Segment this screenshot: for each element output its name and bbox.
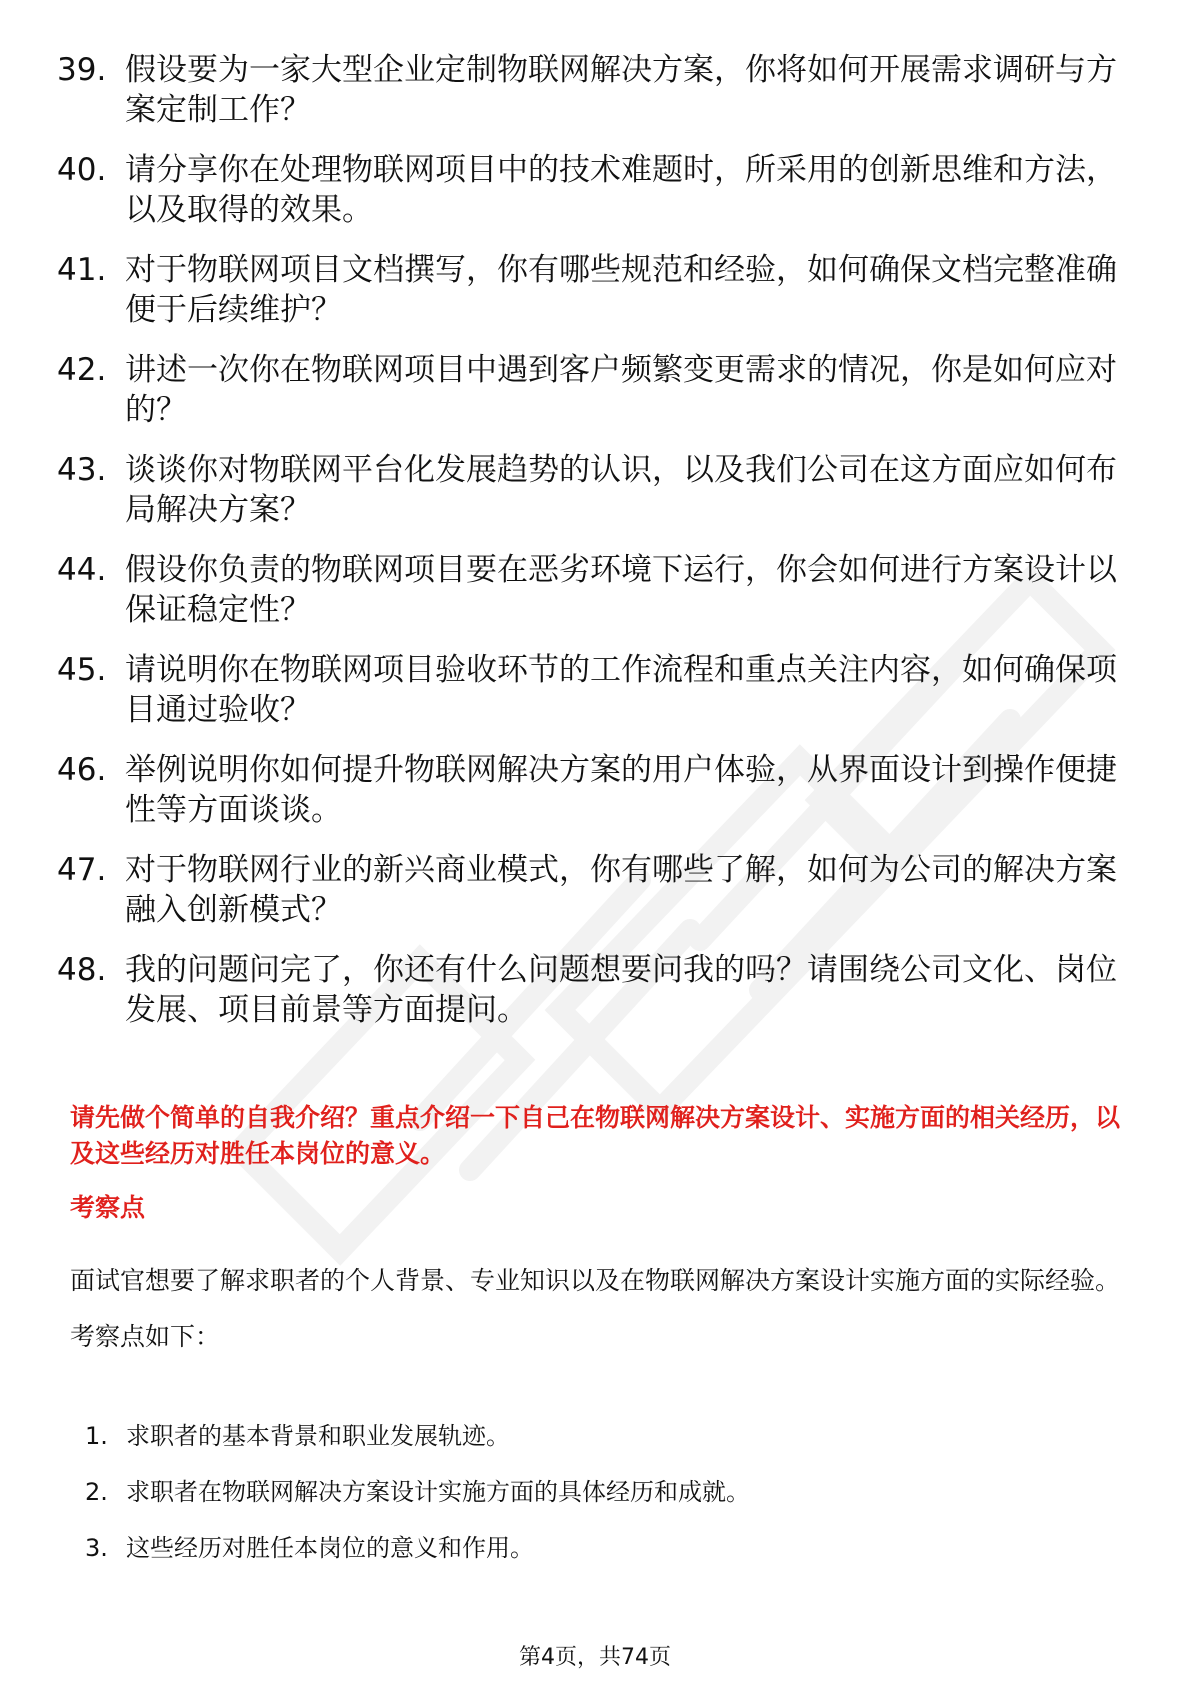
question-item	[57, 850, 1117, 930]
point-text: 这些经历对胜任本岗位的意义和作用。	[126, 1534, 534, 1562]
point-item	[85, 1532, 750, 1564]
question-text: 举例说明你如何提升物联网解决方案的用户体验，从界面设计到操作便捷性等方面谈谈。	[125, 752, 1117, 828]
question-text: 请分享你在处理物联网项目中的技术难题时，所采用的创新思维和方法，以及取得的效果。	[125, 152, 1117, 228]
question-number: 44.	[57, 552, 107, 588]
page-footer: 第4页，共74页	[519, 1645, 671, 1670]
question-number: 40.	[57, 152, 107, 188]
points-list	[85, 1420, 750, 1588]
question-number: 45.	[57, 652, 107, 688]
question-item	[57, 450, 1117, 530]
question-item	[57, 650, 1117, 730]
question-text: 对于物联网项目文档撰写，你有哪些规范和经验，如何确保文档完整准确便于后续维护？	[125, 252, 1117, 328]
question-text: 假设要为一家大型企业定制物联网解决方案，你将如何开展需求调研与方案定制工作？	[125, 52, 1117, 128]
point-number: 3.	[85, 1534, 108, 1562]
question-number: 48.	[57, 952, 107, 988]
question-text: 我的问题问完了，你还有什么问题想要问我的吗？请围绕公司文化、岗位发展、项目前景等方面提问。	[125, 952, 1117, 1028]
point-item	[85, 1476, 750, 1508]
question-item	[57, 150, 1117, 230]
point-item	[85, 1420, 750, 1452]
question-item	[57, 950, 1117, 1030]
question-number: 42.	[57, 352, 107, 388]
point-number: 1.	[85, 1422, 108, 1450]
question-number: 39.	[57, 52, 107, 88]
question-text: 请说明你在物联网项目验收环节的工作流程和重点关注内容，如何确保项目通过验收？	[125, 652, 1117, 728]
question-item	[57, 350, 1117, 430]
question-text: 谈谈你对物联网平台化发展趋势的认识，以及我们公司在这方面应如何布局解决方案？	[125, 452, 1117, 528]
question-text: 假设你负责的物联网项目要在恶劣环境下运行，你会如何进行方案设计以保证稳定性？	[125, 552, 1117, 628]
section-title: 考察点	[70, 1193, 146, 1222]
question-item	[57, 550, 1117, 630]
description-paragraph: 面试官想要了解求职者的个人背景、专业知识以及在物联网解决方案设计实施方面的实际经验。考察点如下：	[70, 1266, 1121, 1351]
highlighted-question: 请先做个简单的自我介绍？重点介绍一下自己在物联网解决方案设计、实施方面的相关经历，以及这些经历对胜任本岗位的意义。	[70, 1103, 1121, 1168]
question-number: 47.	[57, 852, 107, 888]
question-number: 46.	[57, 752, 107, 788]
question-item	[57, 250, 1117, 330]
point-number: 2.	[85, 1478, 108, 1506]
question-text: 讲述一次你在物联网项目中遇到客户频繁变更需求的情况，你是如何应对的？	[125, 352, 1117, 428]
question-item	[57, 750, 1117, 830]
question-text: 对于物联网行业的新兴商业模式，你有哪些了解，如何为公司的解决方案融入创新模式？	[125, 852, 1117, 928]
question-number: 43.	[57, 452, 107, 488]
point-text: 求职者的基本背景和职业发展轨迹。	[126, 1422, 510, 1450]
question-number: 41.	[57, 252, 107, 288]
point-text: 求职者在物联网解决方案设计实施方面的具体经历和成就。	[126, 1478, 750, 1506]
question-item	[57, 50, 1117, 130]
question-list	[57, 50, 1117, 1050]
